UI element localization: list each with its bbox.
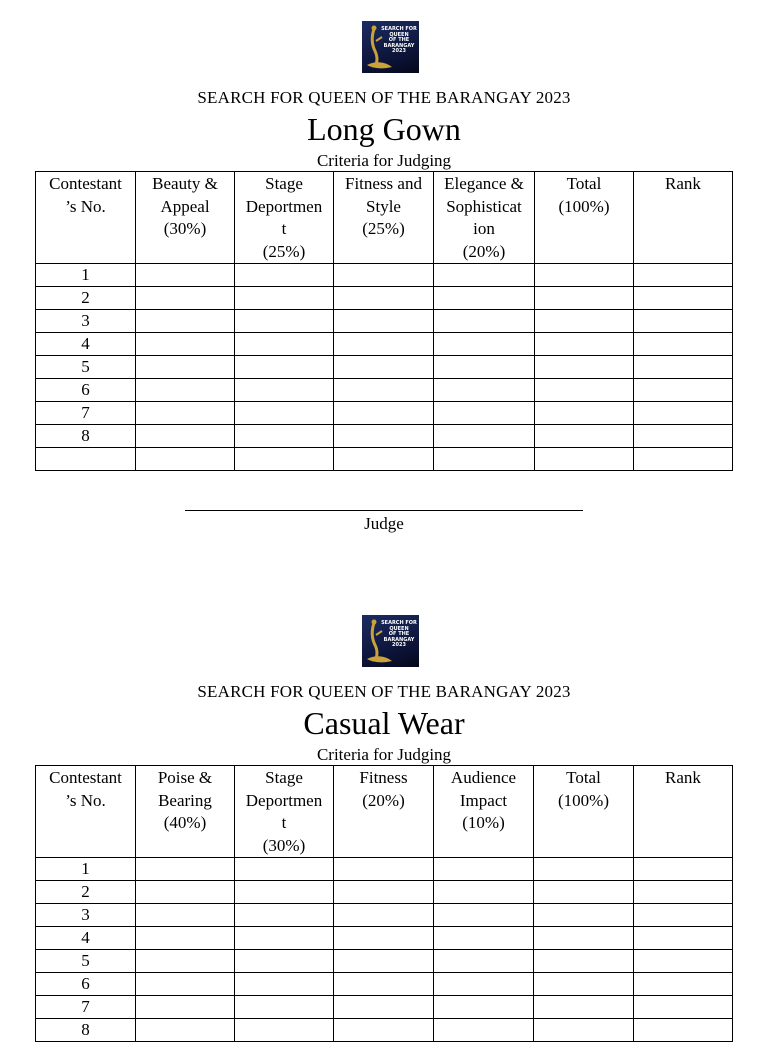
table-row bbox=[36, 402, 733, 425]
score-cell[interactable] bbox=[634, 402, 733, 425]
score-cell[interactable] bbox=[136, 927, 235, 950]
score-cell[interactable] bbox=[434, 333, 535, 356]
score-cell[interactable] bbox=[235, 904, 334, 927]
score-cell[interactable] bbox=[136, 310, 235, 333]
contestant-number-cell: 3 bbox=[36, 310, 136, 333]
score-cell[interactable] bbox=[334, 904, 434, 927]
score-cell[interactable] bbox=[534, 904, 634, 927]
table-row bbox=[36, 333, 733, 356]
score-cell[interactable] bbox=[136, 904, 235, 927]
score-cell[interactable] bbox=[634, 379, 733, 402]
column-header: Fitness (20%) bbox=[334, 766, 434, 858]
score-cell[interactable] bbox=[634, 927, 733, 950]
score-cell[interactable] bbox=[634, 881, 733, 904]
table-row bbox=[36, 881, 733, 904]
score-cell[interactable] bbox=[535, 356, 634, 379]
column-header: Rank bbox=[634, 172, 733, 264]
score-cell[interactable] bbox=[235, 310, 334, 333]
score-table-long-gown bbox=[35, 171, 733, 471]
table-row bbox=[36, 858, 733, 881]
table-row bbox=[36, 996, 733, 1019]
score-cell[interactable] bbox=[534, 1019, 634, 1042]
table-row bbox=[36, 448, 733, 471]
column-header: Beauty & Appeal (30%) bbox=[136, 172, 235, 264]
contestant-number-cell: 2 bbox=[36, 881, 136, 904]
column-header: Stage Deportmen t (25%) bbox=[235, 172, 334, 264]
column-header: Total (100%) bbox=[534, 766, 634, 858]
score-cell[interactable] bbox=[334, 356, 434, 379]
column-header: Rank bbox=[634, 766, 733, 858]
score-cell[interactable] bbox=[334, 996, 434, 1019]
contestant-number-cell bbox=[36, 448, 136, 471]
score-cell[interactable] bbox=[136, 287, 235, 310]
score-cell[interactable] bbox=[535, 425, 634, 448]
table-row bbox=[36, 927, 733, 950]
score-cell[interactable] bbox=[136, 996, 235, 1019]
score-cell[interactable] bbox=[334, 402, 434, 425]
score-cell[interactable] bbox=[334, 448, 434, 471]
score-cell[interactable] bbox=[334, 379, 434, 402]
score-cell[interactable] bbox=[535, 333, 634, 356]
column-header: Fitness and Style (25%) bbox=[334, 172, 434, 264]
contestant-number-cell: 7 bbox=[36, 402, 136, 425]
score-cell[interactable] bbox=[235, 973, 334, 996]
table-row bbox=[36, 379, 733, 402]
category-title: Long Gown bbox=[307, 111, 461, 147]
score-cell[interactable] bbox=[136, 881, 235, 904]
score-cell[interactable] bbox=[334, 950, 434, 973]
score-cell[interactable] bbox=[434, 287, 535, 310]
score-cell[interactable] bbox=[434, 1019, 534, 1042]
judge-signature-line bbox=[185, 510, 583, 511]
table-row bbox=[36, 425, 733, 448]
score-cell[interactable] bbox=[434, 402, 535, 425]
score-cell[interactable] bbox=[136, 448, 235, 471]
score-cell[interactable] bbox=[136, 950, 235, 973]
contestant-number-cell: 1 bbox=[36, 858, 136, 881]
score-cell[interactable] bbox=[235, 448, 334, 471]
score-cell[interactable] bbox=[235, 1019, 334, 1042]
score-cell[interactable] bbox=[535, 379, 634, 402]
table-row bbox=[36, 973, 733, 996]
score-cell[interactable] bbox=[535, 402, 634, 425]
score-cell[interactable] bbox=[235, 950, 334, 973]
score-cell[interactable] bbox=[634, 333, 733, 356]
column-header: Audience Impact (10%) bbox=[434, 766, 534, 858]
contestant-number-cell: 3 bbox=[36, 904, 136, 927]
column-header: Total (100%) bbox=[535, 172, 634, 264]
score-cell[interactable] bbox=[634, 310, 733, 333]
score-cell[interactable] bbox=[434, 379, 535, 402]
score-cell[interactable] bbox=[634, 904, 733, 927]
score-cell[interactable] bbox=[334, 881, 434, 904]
score-cell[interactable] bbox=[434, 310, 535, 333]
score-cell[interactable] bbox=[534, 973, 634, 996]
score-cell[interactable] bbox=[235, 356, 334, 379]
score-cell[interactable] bbox=[434, 448, 535, 471]
contestant-number-cell: 8 bbox=[36, 1019, 136, 1042]
score-cell[interactable] bbox=[136, 356, 235, 379]
score-cell[interactable] bbox=[334, 858, 434, 881]
contestant-number-cell: 4 bbox=[36, 333, 136, 356]
event-logo bbox=[362, 21, 419, 73]
score-cell[interactable] bbox=[434, 950, 534, 973]
contestant-number-cell: 5 bbox=[36, 356, 136, 379]
score-cell[interactable] bbox=[634, 973, 733, 996]
contestant-number-cell: 5 bbox=[36, 950, 136, 973]
table-row bbox=[36, 1019, 733, 1042]
score-cell[interactable] bbox=[535, 264, 634, 287]
contestant-number-cell: 8 bbox=[36, 425, 136, 448]
contestant-number-cell: 7 bbox=[36, 996, 136, 1019]
score-cell[interactable] bbox=[235, 425, 334, 448]
logo-text: SEARCH FOR QUEEN OF THE BARANGAY 2023 bbox=[381, 620, 417, 649]
score-cell[interactable] bbox=[634, 356, 733, 379]
score-cell[interactable] bbox=[136, 402, 235, 425]
judge-label: Judge bbox=[364, 514, 404, 533]
score-cell[interactable] bbox=[235, 264, 334, 287]
score-cell[interactable] bbox=[434, 973, 534, 996]
column-header: Contestant ’s No. bbox=[36, 766, 136, 858]
score-cell[interactable] bbox=[235, 858, 334, 881]
score-cell[interactable] bbox=[334, 973, 434, 996]
table-row bbox=[36, 904, 733, 927]
score-cell[interactable] bbox=[235, 881, 334, 904]
column-header: Contestant ’s No. bbox=[36, 172, 136, 264]
score-cell[interactable] bbox=[534, 996, 634, 1019]
score-cell[interactable] bbox=[534, 950, 634, 973]
contestant-number-cell: 1 bbox=[36, 264, 136, 287]
score-cell[interactable] bbox=[634, 287, 733, 310]
score-cell[interactable] bbox=[634, 448, 733, 471]
score-cell[interactable] bbox=[334, 333, 434, 356]
score-cell[interactable] bbox=[434, 425, 535, 448]
score-cell[interactable] bbox=[634, 264, 733, 287]
score-cell[interactable] bbox=[136, 425, 235, 448]
score-cell[interactable] bbox=[136, 264, 235, 287]
contestant-number-cell: 4 bbox=[36, 927, 136, 950]
contestant-number-cell: 2 bbox=[36, 287, 136, 310]
score-cell[interactable] bbox=[136, 858, 235, 881]
score-cell[interactable] bbox=[535, 448, 634, 471]
score-cell[interactable] bbox=[334, 310, 434, 333]
score-cell[interactable] bbox=[136, 333, 235, 356]
column-header: Stage Deportmen t (30%) bbox=[235, 766, 334, 858]
column-header: Poise & Bearing (40%) bbox=[136, 766, 235, 858]
score-cell[interactable] bbox=[634, 858, 733, 881]
score-cell[interactable] bbox=[235, 927, 334, 950]
score-cell[interactable] bbox=[434, 264, 535, 287]
table-row bbox=[36, 264, 733, 287]
score-cell[interactable] bbox=[535, 310, 634, 333]
score-cell[interactable] bbox=[634, 1019, 733, 1042]
category-title: Casual Wear bbox=[303, 705, 465, 741]
table-row bbox=[36, 356, 733, 379]
score-cell[interactable] bbox=[634, 425, 733, 448]
score-cell[interactable] bbox=[235, 402, 334, 425]
score-cell[interactable] bbox=[434, 996, 534, 1019]
event-heading: SEARCH FOR QUEEN OF THE BARANGAY 2023 bbox=[197, 88, 571, 107]
score-cell[interactable] bbox=[136, 1019, 235, 1042]
score-table-casual-wear bbox=[35, 765, 733, 1042]
score-cell[interactable] bbox=[434, 356, 535, 379]
score-cell[interactable] bbox=[334, 927, 434, 950]
score-cell[interactable] bbox=[534, 881, 634, 904]
table-row bbox=[36, 287, 733, 310]
score-cell[interactable] bbox=[136, 973, 235, 996]
score-cell[interactable] bbox=[534, 927, 634, 950]
event-heading: SEARCH FOR QUEEN OF THE BARANGAY 2023 bbox=[197, 682, 571, 701]
score-cell[interactable] bbox=[334, 425, 434, 448]
score-cell[interactable] bbox=[136, 379, 235, 402]
score-cell[interactable] bbox=[235, 996, 334, 1019]
score-cell[interactable] bbox=[434, 881, 534, 904]
score-cell[interactable] bbox=[535, 287, 634, 310]
column-header: Elegance & Sophisticat ion (20%) bbox=[434, 172, 535, 264]
table-row bbox=[36, 950, 733, 973]
score-cell[interactable] bbox=[334, 264, 434, 287]
score-cell[interactable] bbox=[235, 379, 334, 402]
score-cell[interactable] bbox=[334, 1019, 434, 1042]
table-row bbox=[36, 310, 733, 333]
score-cell[interactable] bbox=[634, 950, 733, 973]
score-cell[interactable] bbox=[634, 996, 733, 1019]
score-cell[interactable] bbox=[534, 858, 634, 881]
score-cell[interactable] bbox=[235, 287, 334, 310]
score-cell[interactable] bbox=[434, 927, 534, 950]
logo-text: SEARCH FOR QUEEN OF THE BARANGAY 2023 bbox=[381, 26, 417, 55]
score-cell[interactable] bbox=[434, 858, 534, 881]
score-cell[interactable] bbox=[235, 333, 334, 356]
criteria-label: Criteria for Judging bbox=[316, 151, 452, 170]
event-logo bbox=[362, 615, 419, 667]
contestant-number-cell: 6 bbox=[36, 379, 136, 402]
score-cell[interactable] bbox=[434, 904, 534, 927]
contestant-number-cell: 6 bbox=[36, 973, 136, 996]
criteria-label: Criteria for Judging bbox=[316, 745, 452, 764]
score-cell[interactable] bbox=[334, 287, 434, 310]
